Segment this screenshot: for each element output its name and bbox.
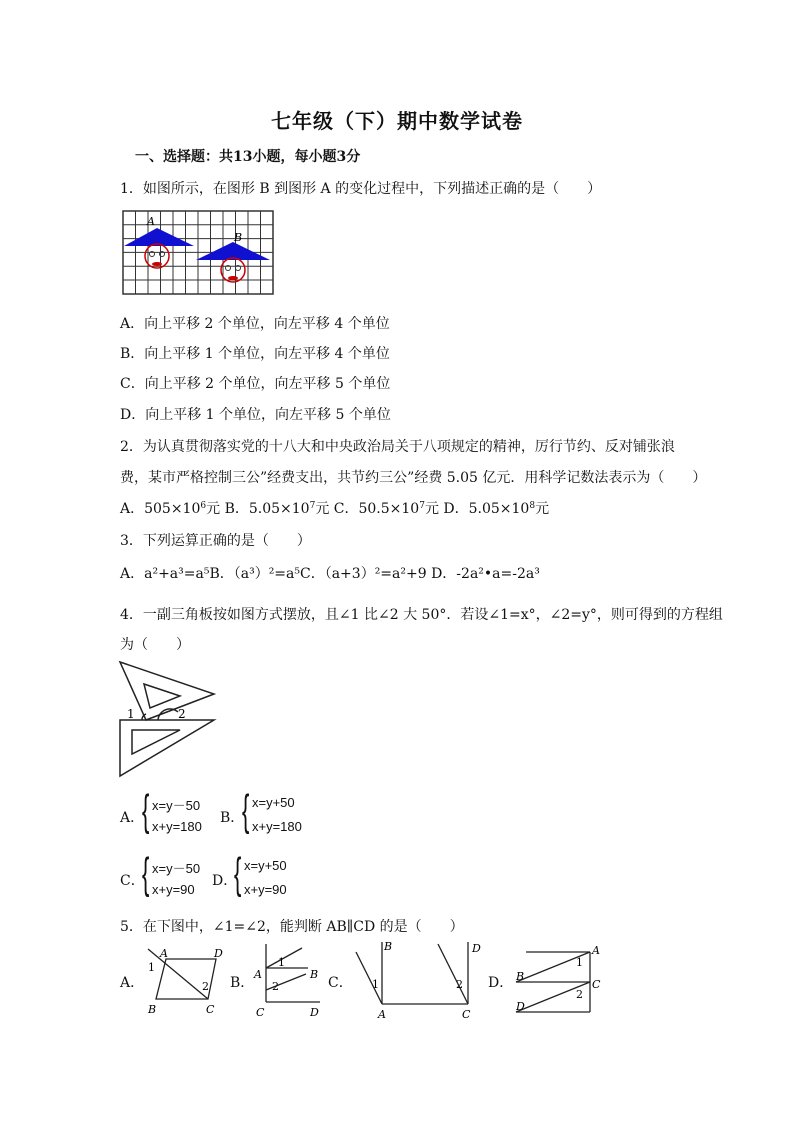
- q5b-label-d: D: [310, 1006, 319, 1019]
- q5b-angle-2: 2: [272, 980, 279, 993]
- q2-opt-a: A．505×10: [120, 501, 201, 517]
- q5d-label-a: A: [592, 944, 600, 957]
- q2-unit-c: 元 D．5.05×10: [424, 501, 530, 517]
- q3-options: A．a²+a³=a⁵B．（a³）²=a⁵C．（a+3）²=a²+9 D．-2a²•a=-2a³: [120, 566, 540, 582]
- q2-stem-line1: 2．为认真贯彻落实党的十八大和中央政治局关于八项规定的精神，厉行节约、反对铺张浪: [120, 439, 675, 455]
- q5d-label-b: B: [516, 970, 525, 983]
- q5a-label-c: C: [206, 1003, 215, 1016]
- q5a-label-b: B: [148, 1003, 157, 1016]
- q2-exp-d: 8: [529, 501, 536, 511]
- q3-stem: 3．下列运算正确的是（ ）: [120, 533, 311, 549]
- q4-stem-line1: 4．一副三角板按如图方式摆放，且∠1 比∠2 大 50°．若设∠1=x°，∠2=y°，则可得到的方程组: [120, 607, 723, 623]
- q4-option-d-eq1: x=y+50: [244, 858, 287, 873]
- q5d-label-c: C: [592, 978, 601, 991]
- q5c-label-a: A: [378, 1008, 386, 1021]
- q4-option-d-label: D．: [212, 873, 238, 889]
- q1-option-a: A．向上平移 2 个单位，向左平移 4 个单位: [120, 316, 390, 332]
- q1-option-d: D．向上平移 1 个单位，向左平移 5 个单位: [120, 407, 391, 423]
- q5a-label-a: A: [160, 947, 168, 960]
- q4-option-c-eq1: x=y－50: [152, 861, 201, 876]
- q1-stem: 1．如图所示，在图形 B 到图形 A 的变化过程中，下列描述正确的是（ ）: [120, 181, 602, 197]
- q5d-angle-1: 1: [576, 956, 583, 969]
- q2-exp-c: 7: [419, 501, 425, 511]
- q2-exp-b: 7: [309, 501, 316, 511]
- q5a-label-d: D: [214, 947, 223, 960]
- q4-option-a: [120, 786, 230, 843]
- q2-unit-a: 元 B．5.05×10: [206, 501, 310, 517]
- q4-option-a-eq1: x=y－50: [152, 798, 201, 813]
- q5-figure-b: [252, 942, 332, 1020]
- q1-option-b: B．向上平移 1 个单位，向左平移 4 个单位: [120, 346, 390, 362]
- q5c-label-d: D: [472, 942, 481, 955]
- q4-option-b: [220, 786, 330, 843]
- q4-option-b-eq2: x+y=180: [252, 819, 302, 834]
- q5-figure-d: [512, 942, 604, 1018]
- q5b-label-b: B: [310, 968, 319, 981]
- q4-option-d-eq2: x+y=90: [244, 882, 287, 897]
- q5-option-c-label: C．: [328, 975, 353, 991]
- q1-option-c: C．向上平移 2 个单位，向左平移 5 个单位: [120, 376, 391, 392]
- q2-unit-b: 元 C．50.5×10: [315, 501, 420, 517]
- q1-label-a: A: [147, 215, 155, 228]
- q5b-label-c: C: [256, 1006, 265, 1019]
- q4-option-d: [212, 849, 322, 906]
- q5d-label-d: D: [516, 1000, 525, 1013]
- q5d-angle-2: 2: [576, 988, 583, 1001]
- q5b-label-a: A: [254, 968, 262, 981]
- q5b-angle-1: 1: [278, 956, 285, 969]
- section-heading: 一、选择题：共13小题，每小题3分: [135, 149, 361, 165]
- q5a-angle-2: 2: [202, 980, 209, 993]
- page-title: 七年级（下）期中数学试卷: [271, 109, 523, 133]
- q2-options: [120, 498, 549, 518]
- brace-icon: {: [142, 849, 150, 898]
- q2-stem-line2: 费，某市严格控制三公”经费支出，共节约三公”经费 5.05 亿元．用科学记数法表示为（ ）: [120, 470, 707, 486]
- q5c-label-c: C: [462, 1008, 471, 1021]
- brace-icon: {: [142, 786, 150, 835]
- q4-option-c-eq2: x+y=90: [152, 882, 195, 897]
- q5-figure-c: [350, 938, 485, 1024]
- q4-option-c-label: C．: [120, 873, 145, 889]
- q5c-angle-1: 1: [372, 978, 379, 991]
- q4-angle-2: 2: [178, 707, 186, 721]
- q4-option-a-eq2: x+y=180: [152, 819, 202, 834]
- brace-icon: {: [242, 786, 250, 835]
- q4-figure: [118, 660, 220, 780]
- q1-label-b: B: [234, 231, 243, 244]
- q5-option-d-label: D．: [488, 975, 514, 991]
- q1-figure: [122, 210, 274, 296]
- q4-option-a-label: A．: [120, 810, 145, 826]
- brace-icon: {: [234, 849, 242, 898]
- q2-exp-a: 6: [200, 501, 207, 511]
- q4-option-b-label: B．: [220, 810, 245, 826]
- q5c-label-b: B: [384, 940, 393, 953]
- q5-figure-a: [142, 945, 232, 1017]
- q4-stem-line2: 为（ ）: [120, 637, 190, 653]
- q2-unit-d: 元: [535, 501, 550, 517]
- q5-option-b-label: B．: [230, 975, 255, 991]
- q4-angle-1: 1: [127, 707, 135, 721]
- q4-option-b-eq1: x=y+50: [252, 795, 295, 810]
- q5-stem: 5．在下图中，∠1=∠2，能判断 AB∥CD 的是（ ）: [120, 919, 464, 935]
- q5c-angle-2: 2: [456, 978, 463, 991]
- q5a-angle-1: 1: [148, 961, 155, 974]
- q5-option-a-label: A．: [120, 975, 145, 991]
